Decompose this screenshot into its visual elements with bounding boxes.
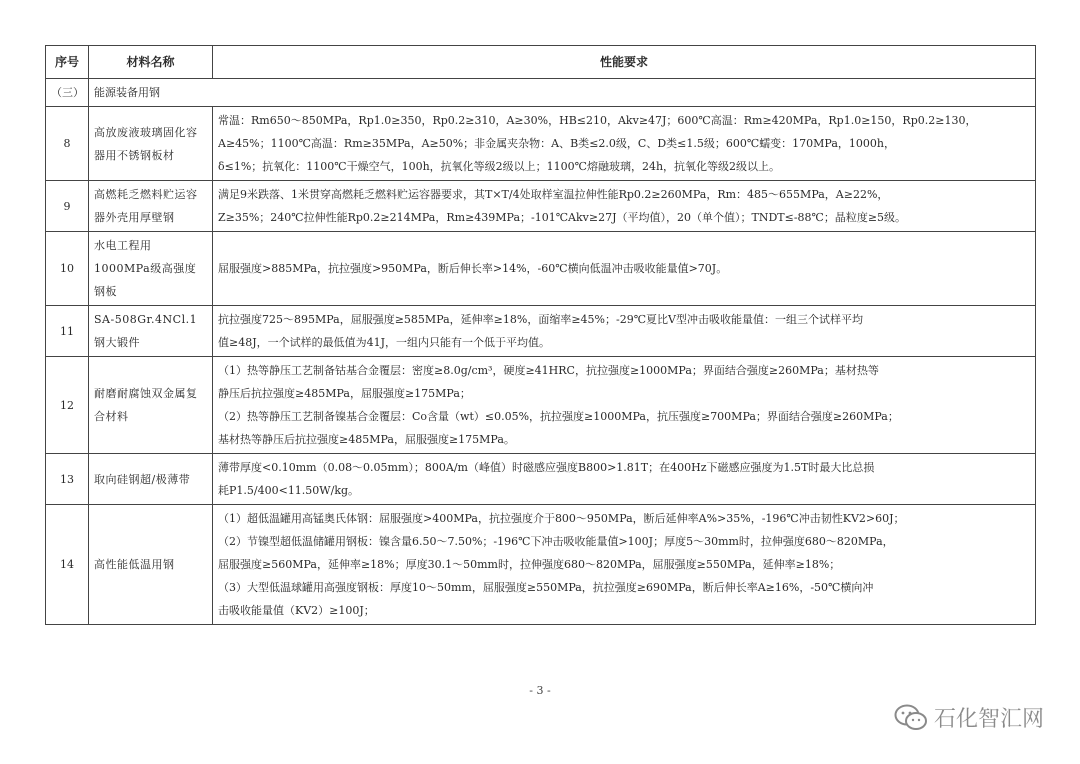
table-row [46,306,1036,357]
section-no: （三） [46,79,89,107]
table-header-row [46,46,1036,79]
requirement-line: （2）节镍型超低温储罐用钢板：镍含量6.50～7.50%；-196℃下冲击吸收能量值>100J；厚度5～30mm时，拉伸强度680～820MPa， [218,535,894,548]
table-row [46,181,1036,232]
table-row [46,357,1036,454]
performance-requirement [213,454,1036,505]
material-name: 水电工程用1000MPa级高强度钢板 [89,232,213,306]
performance-requirement [213,232,1036,306]
row-no: 13 [46,454,89,505]
section-title: 能源装备用钢 [89,79,1036,107]
header-performance-requirements: 性能要求 [213,46,1036,79]
requirement-line: Z≥35%；240℃拉伸性能Rp0.2≥214MPa，Rm≥439MPa；-101℃Akv≥27J（平均值），20（单个值）；TNDT≤-88℃；晶粒度≥5级。 [218,211,907,224]
watermark [894,702,1044,733]
requirement-line: （2）热等静压工艺制备镍基合金覆层：Co含量（wt）≤0.05%，抗拉强度≥1000MPa，抗压强度≥700MPa；界面结合强度≥260MPa； [218,410,899,423]
row-no: 8 [46,107,89,181]
performance-requirement [213,107,1036,181]
requirement-line: 屈服强度>885MPa，抗拉强度>950MPa，断后伸长率>14%，-60℃横向低温冲击吸收能量值>70J。 [218,262,728,275]
requirement-line: 满足9米跌落、1米贯穿高燃耗乏燃料贮运容器要求，其T×T/4处取样室温拉伸性能Rp0.2≥260MPa，Rm：485～655MPa，A≥22%， [218,188,889,201]
watermark-text: 石化智汇网 [933,707,1044,732]
requirement-line: 常温：Rm650～850MPa，Rp1.0≥350，Rp0.2≥310，A≥30%，HB≤210，Akv≥47J；600℃高温：Rm≥420MPa，Rp1.0≥150，Rp0.2≥130， [218,114,977,127]
material-name: 高放废液玻璃固化容器用不锈钢板材 [89,107,213,181]
table-row [46,232,1036,306]
row-no: 14 [46,505,89,625]
header-no: 序号 [46,46,89,79]
table-row [46,107,1036,181]
requirement-line: A≥45%；1100℃高温：Rm≥35MPa，A≥50%；非金属夹杂物：A、B类≤2.0级，C、D类≤1.5级；600℃蠕变：170MPa，1000h， [218,137,895,150]
performance-requirements-table [45,45,1036,625]
requirement-line: δ≤1%；抗氧化：1100℃干燥空气，100h，抗氧化等级2级以上；1100℃熔融玻璃，24h，抗氧化等级2级以上。 [218,160,781,173]
material-name: 高性能低温用钢 [89,505,213,625]
header-material-name: 材料名称 [89,46,213,79]
requirement-line: 值≥48J，一个试样的最低值为41J，一组内只能有一个低于平均值。 [218,336,551,349]
material-name: 高燃耗乏燃料贮运容器外壳用厚壁钢 [89,181,213,232]
material-name: 取向硅钢超/极薄带 [89,454,213,505]
material-name: 耐磨耐腐蚀双金属复合材料 [89,357,213,454]
requirement-line: 击吸收能量值（KV2）≥100J； [218,604,375,617]
wechat-icon [894,704,928,732]
row-no: 11 [46,306,89,357]
table-row [46,454,1036,505]
requirement-line: （1）超低温罐用高锰奥氏体钢：屈服强度>400MPa，抗拉强度介于800～950MPa，断后延伸率A%>35%，-196℃冲击韧性KV2>60J； [218,512,905,525]
row-no: 10 [46,232,89,306]
requirement-line: 屈服强度≥560MPa，延伸率≥18%；厚度30.1～50mm时，拉伸强度680～820MPa，屈服强度≥550MPa，延伸率≥18%； [218,558,841,571]
requirement-line: 抗拉强度725～895MPa，屈服强度≥585MPa，延伸率≥18%，面缩率≥45%；-29℃夏比V型冲击吸收能量值：一组三个试样平均 [218,313,863,326]
performance-requirement [213,181,1036,232]
page-number: - 3 - [529,684,551,697]
requirement-line: （1）热等静压工艺制备钴基合金覆层：密度≥8.0g/cm³，硬度≥41HRC，抗拉强度≥1000MPa；界面结合强度≥260MPa；基材热等 [218,364,879,377]
requirement-line: 基材热等静压后抗拉强度≥485MPa，屈服强度≥175MPa。 [218,433,515,446]
requirement-line: （3）大型低温球罐用高强度钢板：厚度10～50mm，屈服强度≥550MPa，抗拉强度≥690MPa，断后伸长率A≥16%，-50℃横向冲 [218,581,874,594]
material-name: SA-508Gr.4NCl.1钢大锻件 [89,306,213,357]
performance-requirement [213,306,1036,357]
requirement-line: 耗P1.5/400<11.50W/kg。 [218,484,360,497]
row-no: 9 [46,181,89,232]
table-row [46,505,1036,625]
requirement-line: 薄带厚度<0.10mm（0.08～0.05mm）；800A/m（峰值）时磁感应强度B800>1.81T；在400Hz下磁感应强度为1.5T时最大比总损 [218,461,875,474]
performance-requirement [213,505,1036,625]
requirement-line: 静压后抗拉强度≥485MPa，屈服强度≥175MPa； [218,387,471,400]
section-row [46,79,1036,107]
row-no: 12 [46,357,89,454]
performance-requirement [213,357,1036,454]
